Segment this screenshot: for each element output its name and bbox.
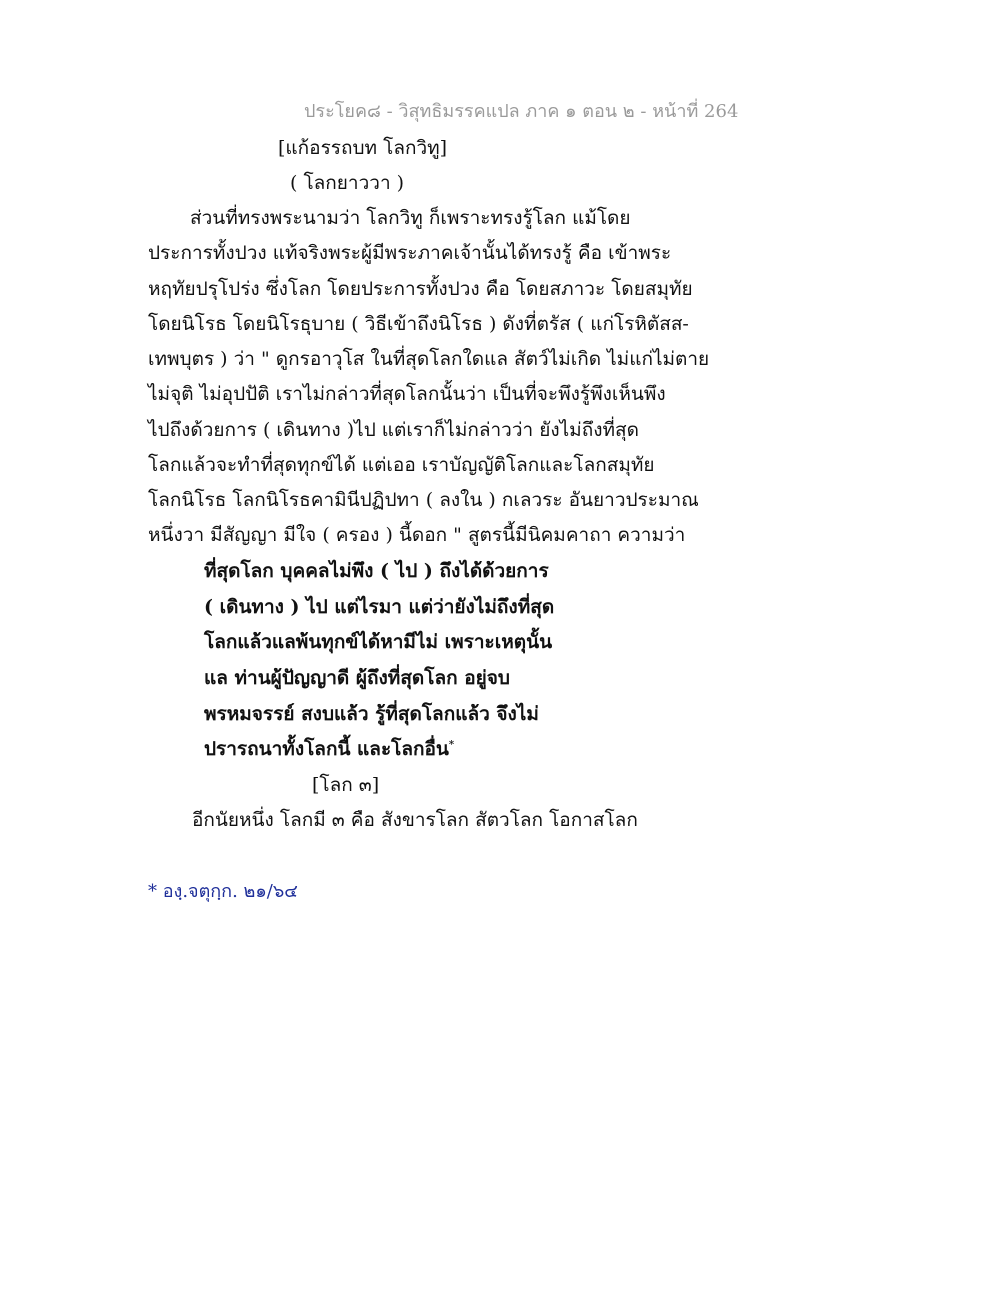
verse-line-last bbox=[204, 737, 454, 761]
paragraph-line: ไปถึงด้วยการ ( เดินทาง )ไป แต่เราก็ไม่กล่าวว่า ยังไม่ถึงที่สุด bbox=[148, 419, 639, 441]
footnote: * องฺ.จตุกฺก. ๒๑/๖๔ bbox=[148, 881, 298, 902]
footnote-marker: * bbox=[448, 739, 455, 751]
paragraph-line: ไม่จุติ ไม่อุปปัติ เราไม่กล่าวที่สุดโลกนั้นว่า เป็นที่จะพึงรู้พึงเห็นพึง bbox=[148, 383, 666, 405]
paragraph-line: โลกแล้วจะทำที่สุดทุกข์ได้ แต่เออ เราบัญญัติโลกและโลกสมุทัย bbox=[148, 454, 655, 476]
section2-title: [โลก ๓] bbox=[312, 774, 380, 796]
section-subtitle: ( โลกยาววา ) bbox=[290, 172, 405, 194]
paragraph-line: ส่วนที่ทรงพระนามว่า โลกวิทู ก็เพราะทรงรู้โลก แม้โดย bbox=[190, 207, 631, 229]
page-header: ประโยค๘ - วิสุทธิมรรคแปล ภาค ๑ ตอน ๒ - หน้าที่ 264 bbox=[304, 101, 739, 122]
verse-line-text: ปรารถนาทั้งโลกนี้ และโลกอื่น bbox=[204, 738, 449, 760]
section-title: [แก้อรรถบท โลกวิทู] bbox=[278, 137, 448, 159]
paragraph-line: ประการทั้งปวง แท้จริงพระผู้มีพระภาคเจ้านั้นได้ทรงรู้ คือ เข้าพระ bbox=[148, 242, 672, 264]
paragraph-line: หนึ่งวา มีสัญญา มีใจ ( ครอง ) นี้ดอก " สูตรนี้มีนิคมคาถา ความว่า bbox=[148, 524, 686, 546]
paragraph-line: โดยนิโรธ โดยนิโรธุบาย ( วิธีเข้าถึงนิโรธ ) ดังที่ตรัส ( แก่โรหิตัสส- bbox=[148, 313, 689, 335]
verse-line: ที่สุดโลก บุคคลไม่พึง ( ไป ) ถึงได้ด้วยการ bbox=[204, 560, 549, 582]
verse-line: ( เดินทาง ) ไป แต่ไรมา แต่ว่ายังไม่ถึงที่สุด bbox=[204, 596, 555, 618]
section2-line: อีกนัยหนึ่ง โลกมี ๓ คือ สังขารโลก สัตวโลก โอกาสโลก bbox=[192, 809, 638, 831]
paragraph-line: เทพบุตร ) ว่า " ดูกรอาวุโส ในที่สุดโลกใดแล สัตว์ไม่เกิด ไม่แก่ไม่ตาย bbox=[148, 348, 710, 370]
verse-line: โลกแล้วแลพ้นทุกข์ได้หามีไม่ เพราะเหตุนั้น bbox=[204, 631, 553, 653]
paragraph-line: หฤทัยปรุโปร่ง ซึ่งโลก โดยประการทั้งปวง คือ โดยสภาวะ โดยสมุทัย bbox=[148, 278, 693, 300]
verse-line: พรหมจรรย์ สงบแล้ว รู้ที่สุดโลกแล้ว จึงไม่ bbox=[204, 703, 539, 725]
paragraph-line: โลกนิโรธ โลกนิโรธคามินีปฏิปทา ( ลงใน ) กเลวระ อันยาวประมาณ bbox=[148, 489, 699, 511]
verse-line: แล ท่านผู้ปัญญาดี ผู้ถึงที่สุดโลก อยู่จบ bbox=[204, 667, 510, 689]
